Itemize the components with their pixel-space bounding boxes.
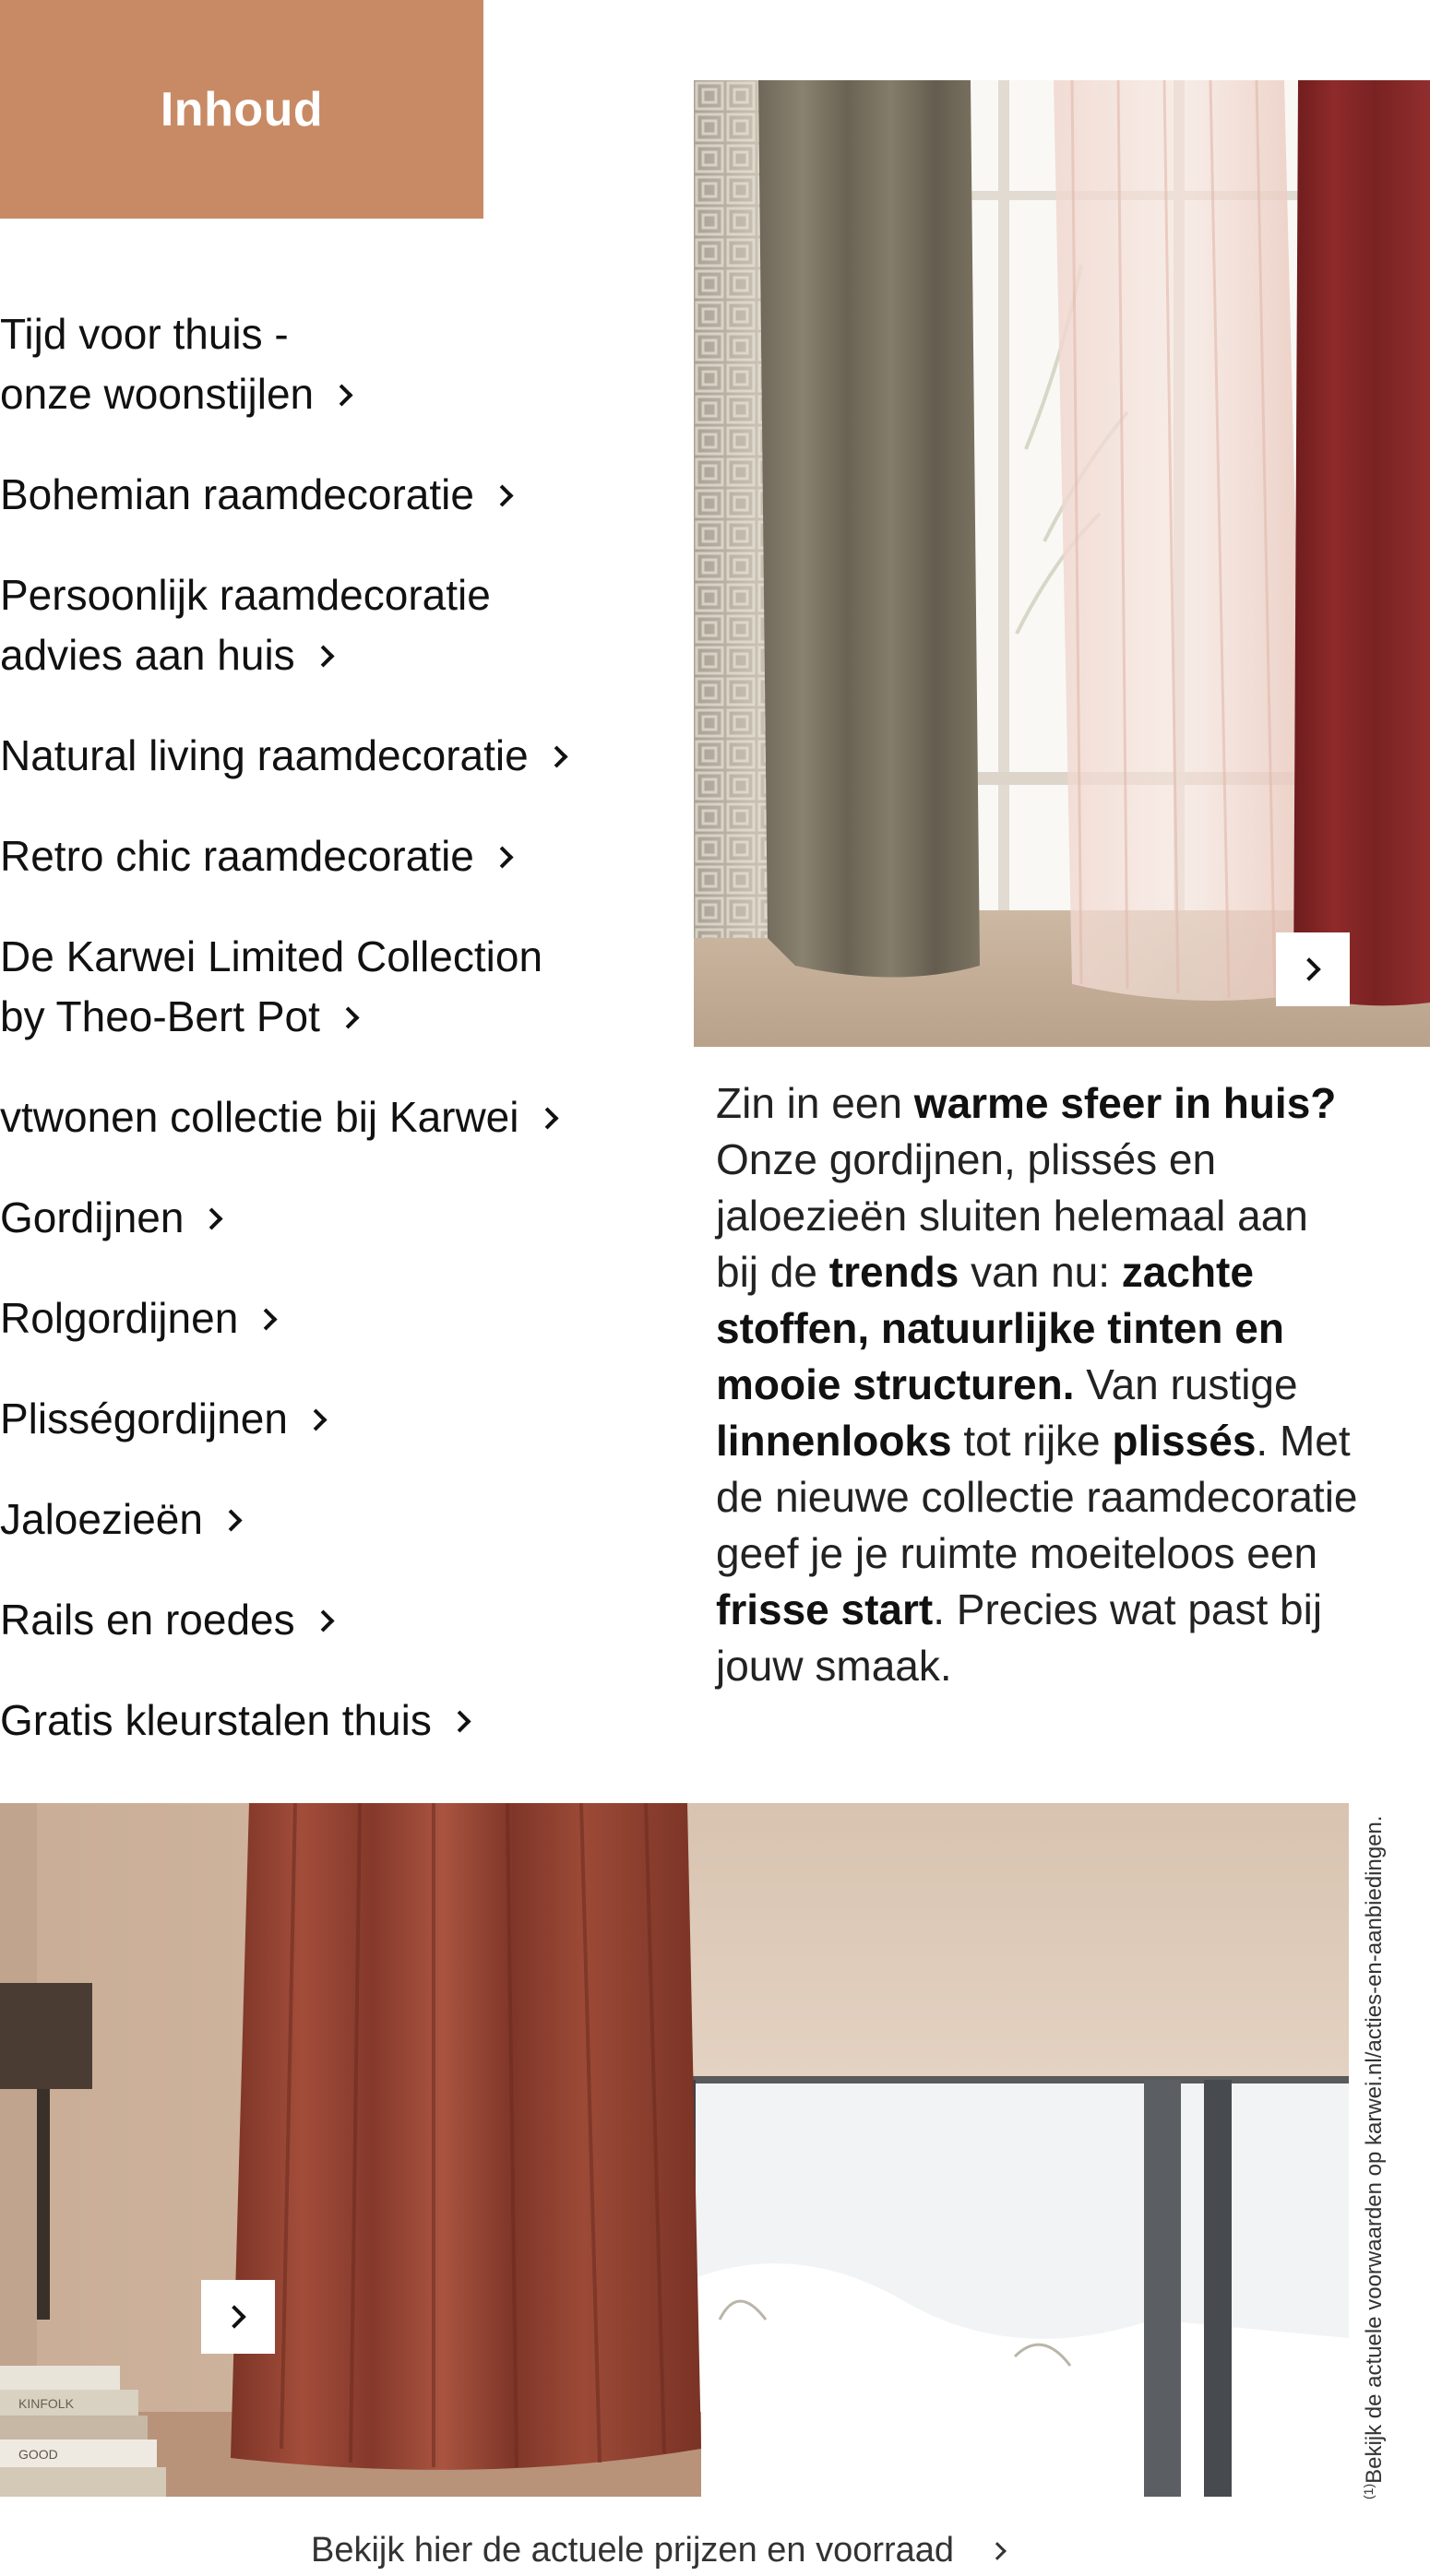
chevron-right-icon — [331, 384, 353, 406]
intro-paragraph: Zin in een warme sfeer in huis? Onze gordijnen, plissés en jaloezieën sluiten helemaal aan bij de trends van nu: zachte stoffen, natuurlijke tinten en mooie structuren. Van rustige linnenlooks tot rijke plissés. Met de nieuwe collectie raamdecoratie geef je je ruimte moeiteloos een frisse start. Precies wat past bij jouw smaak. — [716, 1079, 1358, 1690]
contents-header — [0, 0, 483, 219]
contents-title: Inhoud — [160, 82, 324, 137]
toc-item-rails-roedes[interactable]: Rails en roedes — [0, 1590, 331, 1650]
toc-item-advies[interactable]: Persoonlijk raamdecoratie advies aan huis — [0, 571, 491, 679]
prices-stock-link[interactable]: Bekijk hier de actuele prijzen en voorraad — [311, 2531, 1004, 2570]
svg-text:GOOD: GOOD — [18, 2447, 58, 2462]
chevron-right-icon — [304, 1408, 327, 1430]
chevron-right-icon — [536, 1107, 558, 1129]
chevron-right-icon — [448, 1710, 471, 1732]
svg-text:KINFOLK: KINFOLK — [18, 2396, 74, 2411]
chevron-right-icon — [312, 1609, 334, 1632]
toc-item-plissegordijnen[interactable]: Plisségordijnen — [0, 1389, 324, 1449]
chevron-right-icon — [545, 745, 567, 767]
toc-item-limited-collection[interactable]: De Karwei Limited Collection by Theo-Bert Pot — [0, 932, 543, 1040]
roller-blind-photo — [0, 1803, 1349, 2497]
photo-bottom-next-button[interactable] — [201, 2280, 275, 2354]
terms-note: $^{(1)}$Bekijk de actuele voorwaarden op karwei.nl/acties-en-aanbiedingen. — [1361, 1815, 1387, 2499]
chevron-right-icon — [222, 2305, 245, 2328]
toc-item-natural-living[interactable]: Natural living raamdecoratie — [0, 726, 565, 786]
toc-item-jaloezieen[interactable]: Jaloezieën — [0, 1490, 239, 1549]
toc-item-retro-chic[interactable]: Retro chic raamdecoratie — [0, 826, 510, 886]
chevron-right-icon — [220, 1509, 242, 1531]
chevron-right-icon — [337, 1006, 359, 1028]
toc-item-bohemian[interactable]: Bohemian raamdecoratie — [0, 465, 510, 525]
toc-item-gordijnen[interactable]: Gordijnen — [0, 1188, 220, 1248]
chevron-right-icon — [491, 484, 513, 506]
toc-item-woonstijlen[interactable]: Tijd voor thuis - onze woonstijlen — [0, 304, 350, 424]
toc-item-rolgordijnen[interactable]: Rolgordijnen — [0, 1288, 274, 1348]
chevron-right-icon — [312, 645, 334, 667]
chevron-right-icon — [1297, 957, 1320, 980]
toc-item-vtwonen[interactable]: vtwonen collectie bij Karwei — [0, 1087, 555, 1147]
toc-item-kleurstalen[interactable]: Gratis kleurstalen thuis — [0, 1691, 468, 1751]
chevron-right-icon — [201, 1207, 223, 1229]
chevron-right-icon — [491, 846, 513, 868]
chevron-right-icon — [256, 1308, 278, 1330]
chevron-right-icon — [988, 2542, 1007, 2560]
photo-top-next-button[interactable] — [1276, 932, 1350, 1006]
curtains-window-photo — [694, 80, 1430, 1047]
